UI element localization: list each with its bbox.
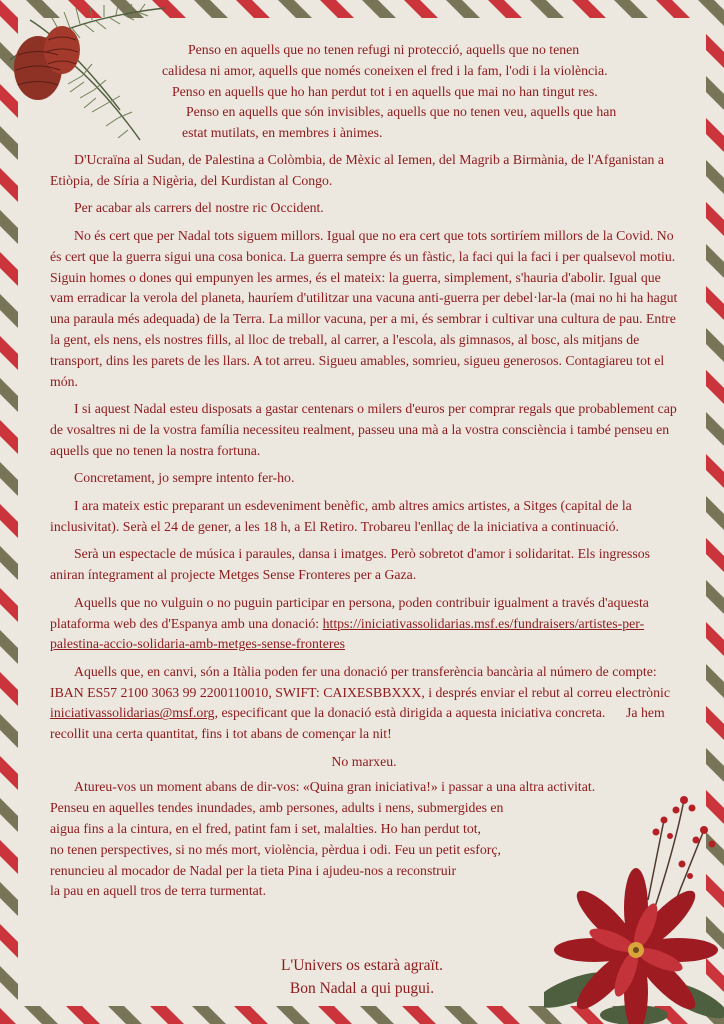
final-line: la pau en aquell tros de terra turmentat. xyxy=(50,883,267,899)
paragraph: I ara mateix estic preparant un esdeveniment benèfic, amb altres amics artistes, a Sitges (capital de la inclusivitat). Serà el 24 de gener, a les 18 h, a El Retiro. Trobareu l'enllaç de la iniciativa a continuació. xyxy=(50,497,632,534)
closing-block xyxy=(0,954,724,1000)
paragraph: Concretament, jo sempre intento fer-ho. xyxy=(74,470,295,486)
paragraph-text: Aquells que, en canvi, són a Itàlia poden fer una donació per transferència bancària al número de compte: IBAN ES57 2100 3063 99 2200110010, SWIFT: CAIXESBBXXX, i després enviar el rebut al correu electrònic xyxy=(50,663,670,700)
paragraph: No és cert que per Nadal tots siguem millors. Igual que no era cert que tots sortiríem millors de la Covid. No és cert que la guerra sigui una cosa bonica. La guerra sempre és un fàstic, la faci qui la faci i per qualsevol motiu. Siguin homes o dones qui empunyen les armes, és el mateix: la guerra, simplement, s'hauria d'abolir. Igual que vam erradicar la verola del planeta, hauríem d'utilitzar una vacuna anti-guerra per debel·lar-la (mai no hi ha hagut una paraula més adequada) de la Terra. La millor vacuna, per a mi, és sembrar i cultivar una cultura de pau. Entre la gent, els nens, els nostres fills, al lloc de treball, al carrer, a l'escola, als gimnasos, al bosc, als mitjans de transport, dins les parets de les llars. A tot arreu. Sigueu amables, somrieu, sigueu generosos. Contagiareu tot el món. xyxy=(50,227,678,389)
closing-line: Bon Nadal a qui pugui. xyxy=(289,980,435,997)
intro-line: Penso en aquells que no tenen refugi ni protecció, aquells que no tenen xyxy=(188,42,580,57)
donation-link[interactable]: https://iniciativassolidarias.msf.es/fundraisers/artistes-per-palestina-accio-solidaria-amb-metges-sense-fronteres xyxy=(50,615,645,652)
intro-line: estat mutilats, en membres i ànimes. xyxy=(182,125,383,141)
paragraph-final xyxy=(50,777,678,902)
paragraph: Serà un espectacle de música i paraules, dansa i imatges. Però sobretot d'amor i solidaritat. Els ingressos aniran íntegrament al projecte Metges Sense Fronteres per a Gaza. xyxy=(50,546,651,583)
intro-block xyxy=(50,40,678,144)
intro-line: calidesa ni amor, aquells que només coneixen el fred i la fam, l'odi i la violència. xyxy=(162,62,608,78)
paragraph-text: , especificant que la donació està dirigida a aquesta iniciativa concreta. Ja hem recollit una certa quantitat, fins i tot abans de començar la nit! xyxy=(50,705,669,742)
final-line: aigua fins a la cintura, en el fred, patint fam i set, malalties. Ho han perdut tot, xyxy=(50,821,482,837)
paragraph-bank-transfer xyxy=(50,662,678,745)
intro-line: Penso en aquells que ho han perdut tot i en aquells que mai no han tingut res. xyxy=(172,83,598,99)
final-line: renuncieu al mocador de Nadal per la tieta Pina i ajudeu-nos a reconstruir xyxy=(50,862,457,878)
closing-line: L'Univers os estarà agraït. xyxy=(280,957,444,974)
intro-line: Penso en aquells que són invisibles, aquells que no tenen veu, aquells que han xyxy=(186,104,617,120)
paragraph-text: Aquells que no vulguin o no puguin participar en persona, poden contribuir igualment a través d'aquesta plataforma web des d'Espanya amb una donació: xyxy=(50,594,649,631)
email-link[interactable]: iniciativassolidarias@msf.org xyxy=(50,705,215,721)
final-line: no tenen perspectives, si no més mort, violència, pèrdua i odi. Feu un petit esforç, xyxy=(50,841,501,857)
paragraph: D'Ucraïna al Sudan, de Palestina a Colòmbia, de Mèxic al Iemen, del Magrib a Birmània, de l'Afganistan a Etiòpia, de Síria a Nigèria, del Kurdistan al Congo. xyxy=(50,151,665,188)
paragraph-dont-leave: No marxeu. xyxy=(331,753,397,769)
letter-body xyxy=(50,40,678,902)
final-line: Penseu en aquelles tendes inundades, amb persones, adults i nens, submergides en xyxy=(50,800,504,816)
paragraph: Per acabar als carrers del nostre ric Occident. xyxy=(74,200,324,216)
final-line: Atureu-vos un moment abans de dir-vos: «Quina gran iniciativa!» i passar a una altra activitat. xyxy=(74,779,596,795)
paragraph: I si aquest Nadal esteu disposats a gastar centenars o milers d'euros per comprar regals que probablement cap de vosaltres ni de la vostra família necessiteu realment, passeu una mà a la vostra consciència i també penseu en aquells que no tenen la nostra fortuna. xyxy=(50,401,677,458)
paragraph-donation-web xyxy=(50,593,678,655)
